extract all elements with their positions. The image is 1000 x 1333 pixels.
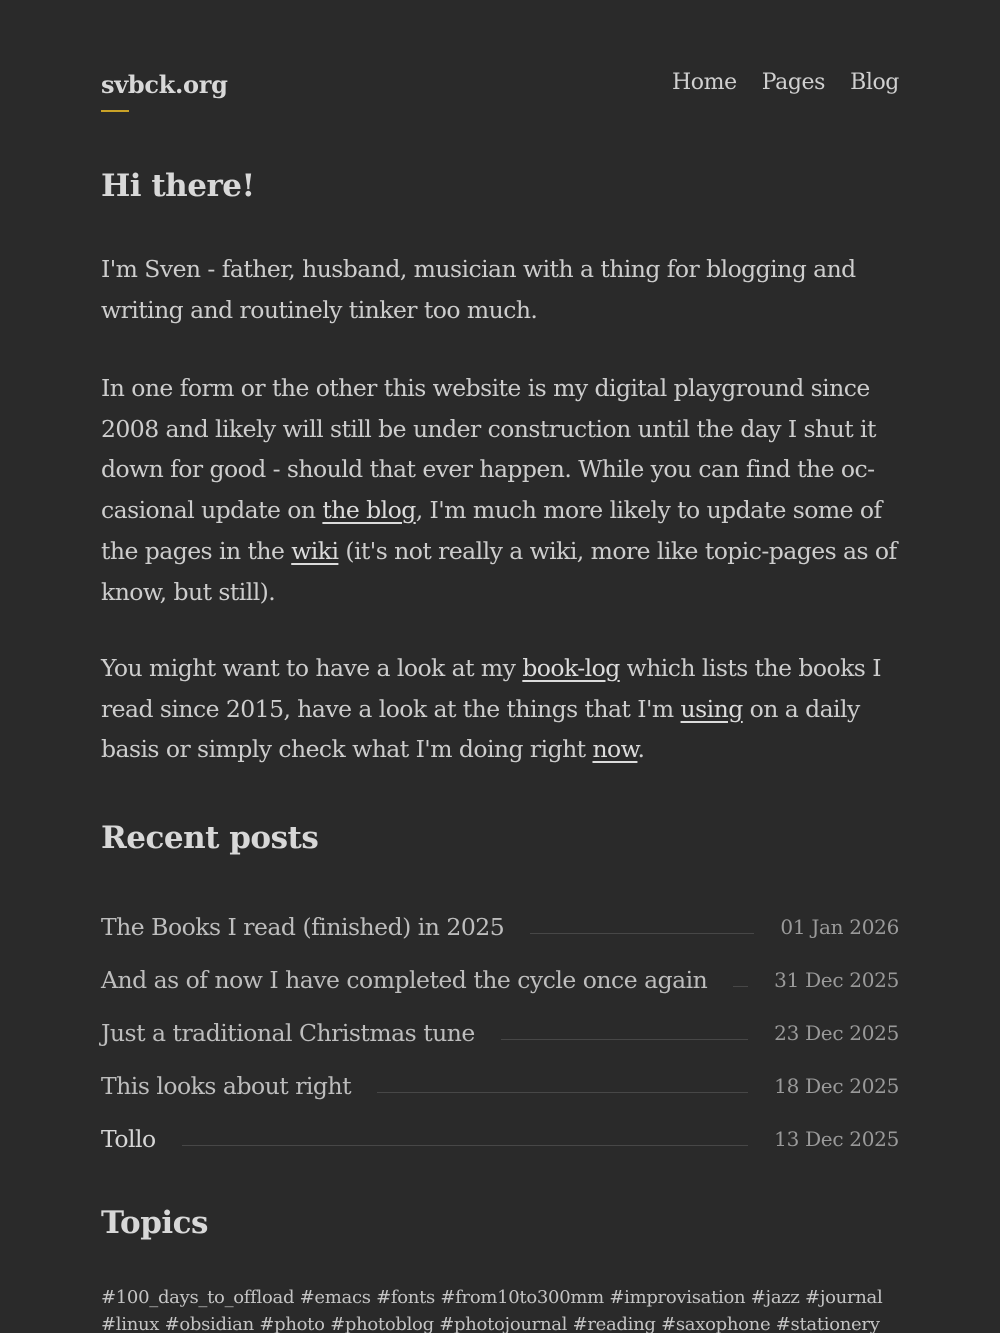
tag-link[interactable]: #photoblog (330, 1314, 434, 1333)
tag-link[interactable]: #reading (572, 1314, 656, 1333)
post-row (101, 1006, 899, 1059)
book-log-link[interactable]: book-log (522, 654, 620, 682)
intro-paragraph-3-text-4: . (637, 735, 645, 764)
post-leader-line (377, 1092, 748, 1093)
tag-link[interactable]: #from10to300mm (440, 1287, 604, 1308)
post-date: 13 Dec 2025 (774, 1126, 899, 1151)
post-date: 18 Dec 2025 (774, 1073, 899, 1098)
now-link[interactable]: now (592, 735, 638, 764)
nav-home-link[interactable]: Home (672, 70, 737, 95)
tag-link[interactable]: #obsidian (164, 1314, 254, 1333)
using-link[interactable]: using (680, 694, 743, 723)
intro-paragraph-2-text-1: In one form or the other this website is my digital playground since 2008 and likely will still be under construction until the day I shut it down for good - should that ever happen. While you can find the occasional update on (101, 374, 876, 525)
post-title-link[interactable]: This looks about right (101, 1071, 352, 1100)
intro-paragraph-3-text-3: on a daily basis or simply check what I'm doing right (101, 694, 860, 764)
tag-link[interactable]: #improvisation (609, 1287, 746, 1308)
tag-link[interactable]: #photojournal (439, 1314, 568, 1333)
post-leader-line (733, 986, 748, 987)
intro-paragraph-3 (101, 648, 899, 770)
post-title-link[interactable]: Just a traditional Christmas tune (101, 1018, 475, 1047)
intro-heading: Hi there! (101, 168, 255, 204)
tag-link[interactable]: #photo (259, 1314, 325, 1333)
post-row (101, 900, 899, 953)
topics-tag-list (101, 1284, 899, 1333)
intro-paragraph-2-text-2: , I'm much more likely to update some of the pages in the (101, 496, 882, 565)
tag-link[interactable]: #100_days_to_offload (101, 1287, 295, 1308)
post-leader-line (530, 933, 754, 934)
recent-posts-heading: Recent posts (101, 820, 319, 856)
tag-link[interactable]: #stationery (775, 1314, 880, 1333)
intro-paragraph-3-text-2: which lists the books I read since 2015, have a look at the things that I'm (101, 654, 881, 723)
post-date: 01 Jan 2026 (780, 914, 899, 939)
post-row (101, 953, 899, 1006)
post-row (101, 1059, 899, 1112)
intro-paragraph-2 (101, 368, 899, 612)
post-date: 31 Dec 2025 (774, 967, 899, 992)
intro-paragraph-3-text-1: You might want to have a look at my (101, 654, 523, 682)
post-title-link[interactable]: The Books I read (finished) in 2025 (101, 912, 505, 941)
intro-paragraph-1: I'm Sven - father, husband, musician with a thing for blogging and writing and routinely tinker too much. (101, 255, 856, 324)
main-nav (672, 70, 899, 95)
tag-link[interactable]: #jazz (750, 1287, 800, 1308)
intro-paragraph-2-text-3: (it's not really a wiki, more like topic-pages as of know, but still). (101, 536, 897, 606)
post-leader-line (501, 1039, 748, 1040)
tag-link[interactable]: #journal (805, 1287, 883, 1308)
tag-link[interactable]: #linux (101, 1314, 160, 1333)
post-row (101, 1112, 899, 1165)
recent-posts-list (101, 900, 899, 1165)
topics-heading: Topics (101, 1205, 208, 1241)
post-title-link[interactable]: Tollo (101, 1124, 156, 1153)
post-leader-line (182, 1145, 748, 1146)
nav-blog-link[interactable]: Blog (850, 70, 899, 95)
site-header (101, 70, 899, 120)
tag-link[interactable]: #fonts (376, 1287, 435, 1308)
wiki-link[interactable]: wiki (291, 536, 339, 565)
tag-link[interactable]: #emacs (299, 1287, 371, 1308)
nav-pages-link[interactable]: Pages (761, 70, 826, 95)
the-blog-link[interactable]: the blog (322, 496, 416, 525)
post-title-link[interactable]: And as of now I have completed the cycle once again (101, 965, 708, 994)
site-title-link[interactable]: svbck.org (101, 70, 228, 99)
tag-link[interactable]: #saxophone (661, 1314, 771, 1333)
site-title-underline (101, 110, 129, 112)
post-date: 23 Dec 2025 (774, 1020, 899, 1045)
